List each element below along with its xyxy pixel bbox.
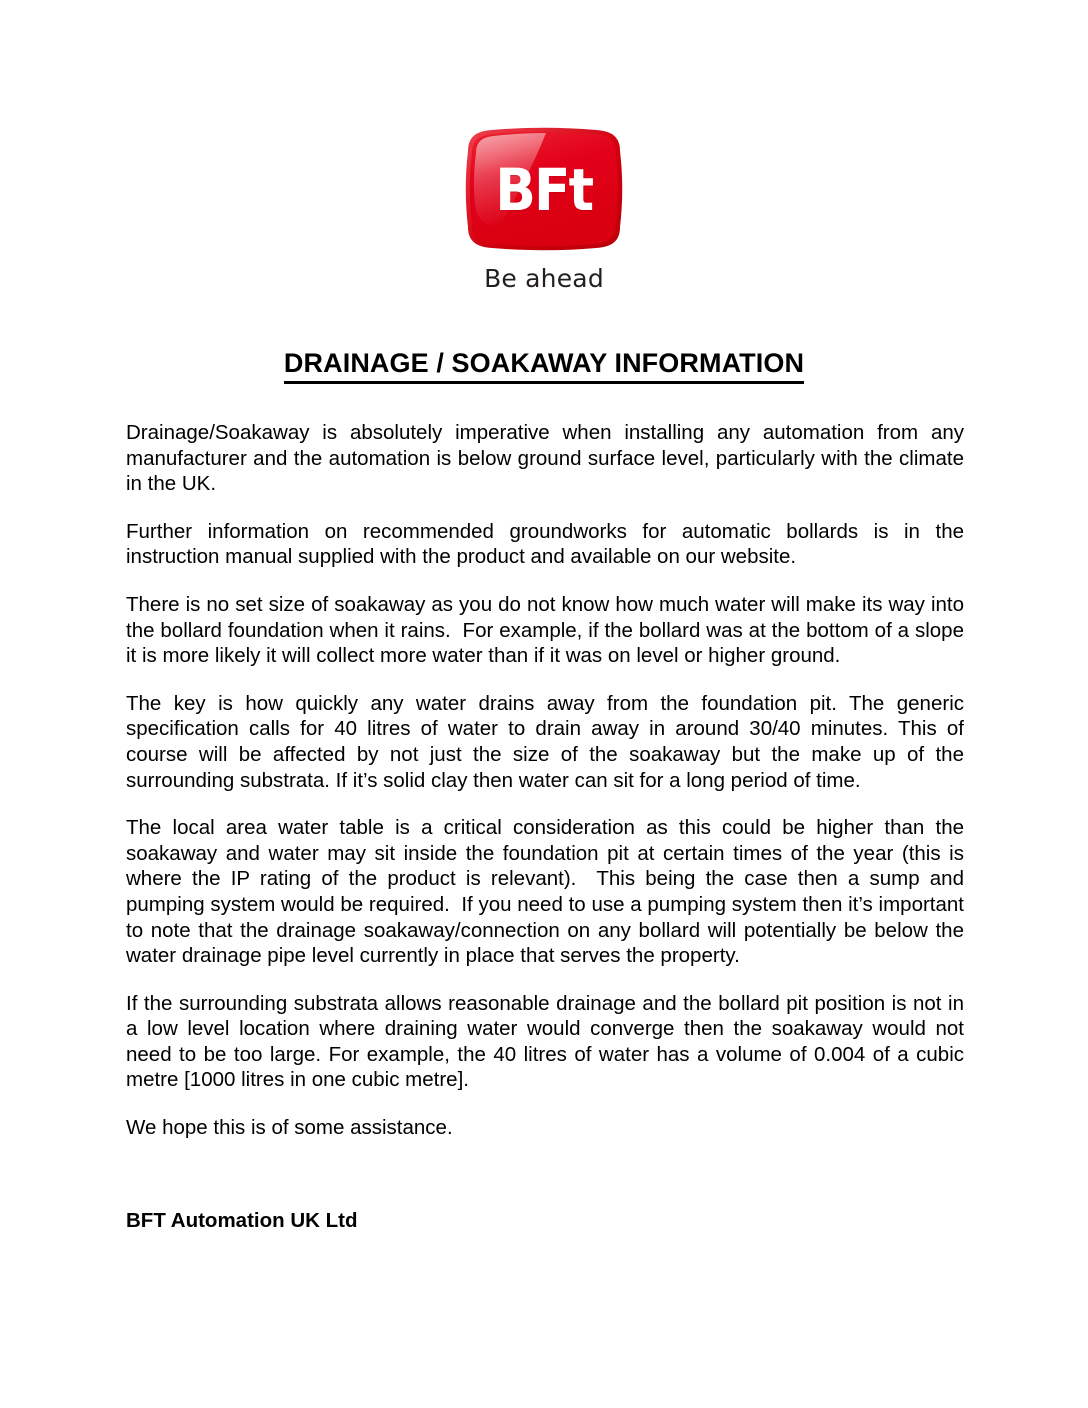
paragraph-intro: Drainage/Soakaway is absolutely imperative when installing any automation from any manufacturer and the automation is below ground surface level, particularly with the climate in the UK.	[126, 421, 970, 496]
paragraph-further-information: Further information on recommended groundworks for automatic bollards is in the instruction manual supplied with the product and available on our website.	[126, 519, 970, 569]
paragraph-sizing-example: If the surrounding substrata allows reasonable drainage and the bollard pit position is not in a low level location where draining water would converge then the soakaway would not need to be too large. For example, the 40 litres of water has a volume of 0.004 of a cubic metre [1000 litres in one cubic metre].	[126, 991, 970, 1092]
logo-wordmark-text: BFt	[495, 156, 593, 224]
page-title	[0, 348, 1088, 384]
bft-logo-mark	[454, 125, 634, 253]
document-body	[126, 420, 970, 1141]
signature-line: BFT Automation UK Ltd	[126, 1209, 358, 1232]
page-title-text: DRAINAGE / SOAKAWAY INFORMATION	[284, 348, 804, 384]
paragraph-water-table: The local area water table is a critical consideration as this could be higher than the soakaway and water may sit inside the foundation pit at certain times of the year (this is where the IP rating of the product is relevant). This being the case then a sump and pumping system would be required. If you need to use a pumping system then it’s important to note that the drainage soakaway/connection on any bollard will potentially be below the water drainage pipe level currently in place that serves the property.	[126, 816, 970, 968]
logo-tagline: Be ahead	[484, 264, 604, 293]
paragraph-closing: We hope this is of some assistance.	[126, 1116, 453, 1140]
bft-logo	[0, 125, 1088, 291]
paragraph-drain-rate: The key is how quickly any water drains away from the foundation pit. The generic specification calls for 40 litres of water to drain away in around 30/40 minutes. This of course will be affected by not just the size of the soakaway but the make up of the surrounding substrata. If it’s solid clay then water can sit for a long period of time.	[126, 691, 970, 792]
paragraph-no-set-size: There is no set size of soakaway as you do not know how much water will make its way into the bollard foundation when it rains. For example, if the bollard was at the bottom of a slope it is more likely it will collect more water than if it was on level or higher ground.	[126, 592, 970, 668]
